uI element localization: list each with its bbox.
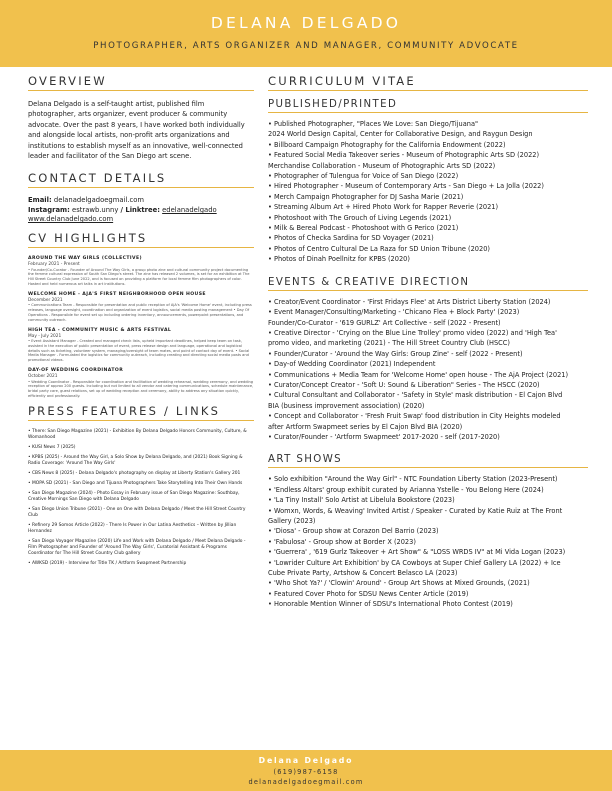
social-row xyxy=(28,206,254,216)
art-show-item: Cube Private Party, Artshow & Concert Belasco LA (2023) xyxy=(268,569,458,578)
published-section xyxy=(268,99,588,265)
footer-email[interactable]: delanadelgadoegmail.com xyxy=(248,778,364,786)
events-item: • Creative Director - 'Crying on the Blue Line Trolley' promo video (2022) and 'High Tea' xyxy=(268,328,557,337)
website-row xyxy=(28,215,254,225)
cv-highlight-dates: May - July 2021 xyxy=(28,333,62,339)
contact-section xyxy=(28,171,254,225)
email-row xyxy=(28,196,254,206)
cv-highlight-body: • Communications Team - Responsible for presentation and public reception of AjA's 'Welcome Home' event, including press releases, language oversight, coordination and organization of event logistics, social media posting management • Day Of Operations - Responsible for event set up including ordering inventory, announcements, powerpoint presentations, and community outreach. xyxy=(28,303,252,322)
art-show-item: Gallery (2023) xyxy=(268,517,316,525)
events-item: • Communications + Media Team for 'Welcome Home' open house - The AjA Project (2021) xyxy=(268,370,569,379)
linktree-link[interactable]: edelanadelgado xyxy=(162,205,217,214)
cv-highlight-dates: October 2021 xyxy=(28,374,58,380)
art-show-item: • 'Who Shot Ya?' / 'Clowin' Around' - Group Art Shows at Mixed Grounds, (2021) xyxy=(268,579,530,588)
cv-highlight-item xyxy=(28,368,254,399)
cv-highlight-dates: December 2021 xyxy=(28,297,63,303)
press-heading: PRESS FEATURES / LINKS xyxy=(28,404,254,421)
instagram-link[interactable]: estrawb.unny xyxy=(72,205,119,214)
press-link-item[interactable]: • San Diego Voyager Magazine (2020) Life and Work with Delana Delgado / Meet Delana Delgado - Film Photographer and Founder of 'Around The Way Girls', Curatorial Assistant & Programs Coordinator for The Hill Street Country Club gallery xyxy=(28,538,246,556)
published-item: • Photographer of Tulengua for Voice of San Diego (2022) xyxy=(268,172,459,181)
overview-section xyxy=(28,74,254,161)
page-subtitle: PHOTOGRAPHER, ARTS ORGANIZER AND MANAGER, COMMUNITY ADVOCATE xyxy=(93,41,519,51)
right-column xyxy=(268,74,588,610)
cv-highlight-item xyxy=(28,328,254,364)
cv-highlight-item xyxy=(28,256,254,287)
events-item: • Concept and Collaborator - 'Fresh Fruit Swap' food distribution in City Heights modeled xyxy=(268,412,561,421)
art-show-item: • 'La Tiny Install' Solo Artist at Libelula Bookstore (2023) xyxy=(268,496,455,505)
cv-heading: CURRICULUM VITAE xyxy=(268,74,588,91)
events-heading: EVENTS & CREATIVE DIRECTION xyxy=(268,277,588,291)
website-link[interactable]: www.delanadelgado.com xyxy=(28,215,114,224)
cv-highlight-item xyxy=(28,292,254,323)
published-item: • Merch Campaign Photographer for DJ Sasha Marie (2021) xyxy=(268,192,464,201)
page-title: DELANA DELGADO xyxy=(210,14,402,32)
press-link-item[interactable]: • San Diego Union Tribune (2021) - One on One with Delana Delgado / Meet the Hill Street Country Club xyxy=(28,506,246,518)
events-item: • Cultural Consultant and Collaborator - 'Safety in Style' mask distribution - El Cajon Blvd xyxy=(268,391,563,400)
email-link[interactable]: delanadelgadoegmail.com xyxy=(53,196,144,205)
events-section xyxy=(268,277,588,443)
cv-highlights-section xyxy=(28,231,254,399)
art-show-item: • 'Guerrera' , '619 Gurlz Takeover + Art Show" & "LOSS WRDS IV" at Mi Vida Logan (2023) xyxy=(268,548,566,557)
published-item: 2024 World Design Capital, Center for Collaborative Design, and Raygun Design xyxy=(268,130,533,139)
art-show-item: • 'Fabulosa' - Group show at Border X (2023) xyxy=(268,537,416,546)
press-link-item[interactable]: • KPBS (2025) - Around the Way Girl, a Solo Show by Delana Delgado, and (2021) Book Signing & Radio Coverage: 'Around The Way Girls' xyxy=(28,454,243,466)
footer-name: Delana Delgado xyxy=(258,756,354,765)
linktree-label: / Linktree: xyxy=(120,205,160,214)
events-item: after Artform Swapmeet series by El Cajon Blvd BIA (2020) xyxy=(268,422,463,431)
events-item: • Founder/Curator - 'Around the Way Girls: Group Zine' - self (2022 - Present) xyxy=(268,349,523,358)
art-shows-section xyxy=(268,454,588,609)
art-shows-heading: ART SHOWS xyxy=(268,454,588,468)
published-item: • Streaming Album Art + Hired Photo Work for Rapper Reverie (2021) xyxy=(268,203,499,212)
left-column xyxy=(28,74,254,571)
cv-highlight-title: HIGH TEA - COMMUNITY MUSIC & ARTS FESTIVAL xyxy=(28,327,172,333)
events-item: • Curator/Concept Creator - 'Soft U: Sound & Liberation" Series - The HSCC (2020) xyxy=(268,380,540,389)
press-section xyxy=(28,404,254,567)
footer-banner xyxy=(0,750,612,791)
cv-highlight-title: AROUND THE WAY GIRLS (COLLECTIVE) xyxy=(28,255,143,261)
events-item: Founder/Co-Curator - '619 GURLZ' Art Collective - self (2022 - Present) xyxy=(268,318,501,327)
art-show-item: • 'Diosa' - Group show at Corazon Del Barrio (2023) xyxy=(268,527,439,536)
events-item: • Day-of Wedding Coordinator (2021) Independent xyxy=(268,360,436,369)
published-item: • Photos of Checka Sardina for SD Voyager (2021) xyxy=(268,234,434,243)
published-item: • Photos of Dinah Poellnitz for KPBS (2020) xyxy=(268,255,410,264)
press-link-item[interactable]: • San Diego Magazine (2024) - Photo Essay in February issue of San Diego Magazine: Southbay, Creative Mornings San Diego with Delana Delgado xyxy=(28,490,240,502)
art-show-item: • Solo exhibition "Around the Way Girl" - NTC Foundation Liberty Station (2023-Present) xyxy=(268,475,558,484)
cv-highlight-title: WELCOME HOME - AJA'S FIRST NEIGHBORHOOD OPEN HOUSE xyxy=(28,291,206,297)
events-item: • Curator/Founder - 'Artform Swapmeet' 2017-2020 - self (2017-2020) xyxy=(268,432,500,441)
overview-heading: OVERVIEW xyxy=(28,74,254,91)
cv-highlight-body: • Founder/Co-Curator - Founder of Around The Way Girls, a group photo zine and cultural community project documenting the femme cultural expression of South San Diego's street. The zine has released 2 volumes, is set for an exhibition at The Hill Street Country Club June 2022, and is focused on providing a platform for local femme film photographers of color. Hosted and held numerous art talks in art institutions. xyxy=(28,267,250,286)
art-show-item: • Womxn, Words, & Weaving' Invited Artist / Speaker - Curated by Katie Ruiz at The Front xyxy=(268,506,563,515)
art-show-item: • 'Lowrider Culture Art Exhibition' by CA Cowboys at Super Chief Gallery LA (2022) + Ice xyxy=(268,558,561,567)
events-item: • Creator/Event Coordinator - 'First Fridays Flee' at Arts District Liberty Station (2024) xyxy=(268,297,551,306)
cv-highlight-title: DAY-OF WEDDING COORDINATOR xyxy=(28,368,124,374)
published-item: • Photoshoot with The Grouch of Living Legends (2021) xyxy=(268,213,452,222)
press-link-item[interactable]: • AWKSD (2019) - Interview for Title TK / Artform Swapmeet Partnership xyxy=(28,560,187,566)
published-item: • Photos of Centro Cultural De La Raza for SD Union Tribune (2020) xyxy=(268,244,490,253)
contact-heading: CONTACT DETAILS xyxy=(28,171,254,188)
cv-highlights-heading: CV HIGHLIGHTS xyxy=(28,231,254,248)
email-label: Email: xyxy=(28,196,52,205)
overview-text: Delana Delgado is a self-taught artist, published film photographer, arts organizer, event producer & community advocate. Over the past 8 years, I have worked both individually and alongside local artists, non-profit arts organizations and institutions to establish myself as an innovative, well-connected leader and facilitator of the San Diego art scene. xyxy=(28,100,245,161)
press-link-item[interactable]: • CBS News 8 (2025) - Delana Delgado's photography on display at Liberty Station's Gallery 201 xyxy=(28,470,241,476)
press-link-item[interactable]: • Refinery 29 Somos Article (2022) - There Is Power in Our Latina Aesthetics – Written by Jillian Hernandez xyxy=(28,522,237,534)
header-banner xyxy=(0,0,612,67)
cv-highlight-dates: February 2021 - Present xyxy=(28,261,80,267)
cv-highlight-body: • Wedding Coordinator - Responsible for coordination and facilitation of wedding rehearsal, wedding ceremony, and wedding reception of approx 200 guests. Including but not limited to all vendor and catering communications, schedule maintenance, bridal party care, guest relations, set up of wedding reception and ceremony, ability to address any situation quickly, efficiently and professionally. xyxy=(28,379,254,399)
instagram-label: Instagram: xyxy=(28,205,70,214)
events-item: BIA (business improvement association) (2020) xyxy=(268,401,425,410)
art-show-item: • 'Endless Altars' group exhibit curated by Arianna Ystelle - You Belong Here (2024) xyxy=(268,485,544,494)
published-item: • Billboard Campaign Photography for the California Endowment (2022) xyxy=(268,140,506,149)
published-item: Merchandise Collaboration - Museum of Photographic Arts SD (2022) xyxy=(268,161,496,170)
events-item: • Event Manager/Consulting/Marketing - 'Chicano Flea + Block Party' (2023) xyxy=(268,308,520,317)
footer-phone[interactable]: (619)987-6158 xyxy=(273,768,339,776)
events-item: promo video, and marketing (2021) - The Hill Street Country Club (HSCC) xyxy=(268,339,510,348)
published-heading: PUBLISHED/PRINTED xyxy=(268,99,588,113)
art-show-item: • Featured Cover Photo for SDSU News Center Article (2019) xyxy=(268,589,469,598)
cv-highlight-body: • Event Assistant Manager - Created and managed check lists, upheld important deadlines, helped keep team on task, assisted in the execution of public presentation of event, press release design and language, operational and logistical details such as ticketing, volunteer system, managing/oversight of team mates, and point of contact day of event. • Social Media Manager - Formulated the logistics for community outreach, including creating and directing social media posts and promotional videos. xyxy=(28,339,250,363)
press-link-item[interactable]: • There: San Diego Magazine (2021) - Exhibition By Delana Delgado Honors Community, Culture, & Womanhood xyxy=(28,428,247,440)
press-link-item[interactable]: • MOPA SD (2021) - San Diego and Tijuana Photographers Take Storytelling Into Their Own Hands xyxy=(28,480,243,486)
published-item: • Published Photographer, "Places We Love: San Diego/Tijuana" xyxy=(268,120,479,128)
published-item: • Featured Social Media Takeover series - Museum of Photographic Arts SD (2022) xyxy=(268,151,540,160)
published-item: • Hired Photographer - Museum of Contemporary Arts - San Diego + La Jolla (2022) xyxy=(268,182,544,191)
published-item: • Milk & Bereal Podcast - Photoshoot with G Perico (2021) xyxy=(268,224,459,233)
art-show-item: • Honorable Mention Winner of SDSU's International Photo Contest (2019) xyxy=(268,600,513,609)
press-link-item[interactable]: • KUSI News 7 (2025) xyxy=(28,444,76,450)
